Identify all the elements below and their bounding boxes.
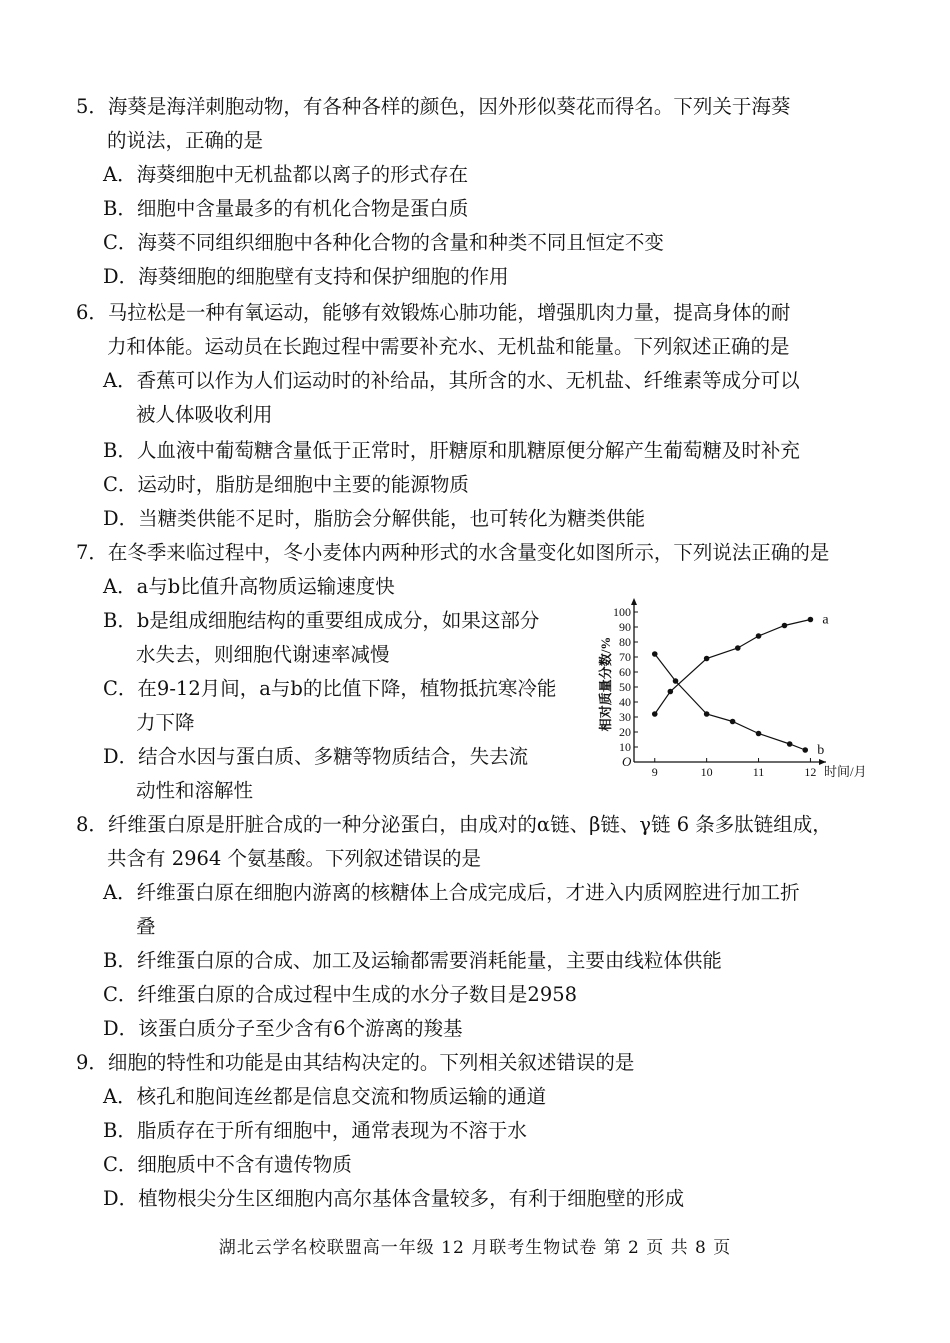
option-line: 力下降	[136, 711, 195, 734]
data-point-a	[756, 633, 762, 639]
data-point-b	[802, 747, 808, 753]
y-axis-arrow	[631, 598, 637, 605]
series-label-a: a	[822, 612, 829, 628]
option-line: D．该蛋白质分子至少含有6个游离的羧基	[103, 1017, 463, 1040]
question-line: 9．细胞的特性和功能是由其结构决定的。下列相关叙述错误的是	[76, 1051, 635, 1074]
series-label-b: b	[817, 743, 825, 758]
y-axis-label: 相对质量分数/%	[598, 636, 613, 732]
option-line: D．结合水因与蛋白质、多糖等物质结合，失去流	[103, 745, 529, 768]
option-line: 被人体吸收利用	[136, 403, 273, 426]
data-point-a	[704, 656, 710, 662]
option-line: C．在9-12月间，a与b的比值下降，植物抵抗寒冷能	[103, 677, 557, 700]
x-tick-label: 11	[752, 765, 765, 779]
question-line: 5．海葵是海洋刺胞动物，有各种各样的颜色，因外形似葵花而得名。下列关于海葵	[76, 95, 791, 118]
page-footer: 湖北云学名校联盟高一年级 12 月联考生物试卷 第 2 页 共 8 页	[218, 1238, 732, 1258]
y-tick-label: 10	[619, 740, 631, 754]
data-point-a	[652, 711, 658, 717]
y-tick-label: 60	[619, 665, 631, 679]
option-line: B．人血液中葡萄糖含量低于正常时，肝糖原和肌糖原便分解产生葡萄糖及时补充	[103, 439, 800, 462]
x-tick-label: 12	[804, 765, 817, 779]
y-tick-label: 40	[619, 695, 631, 709]
x-axis-label: 时间/月	[824, 764, 867, 779]
question-line: 共含有 2964 个氨基酸。下列叙述错误的是	[107, 847, 482, 870]
y-tick-label: 100	[613, 605, 631, 619]
data-point-b	[756, 731, 762, 737]
data-point-b	[730, 719, 736, 725]
x-tick-label: 10	[700, 765, 713, 779]
question-line: 8．纤维蛋白原是肝脏合成的一种分泌蛋白，由成对的α链、β链、γ链 6 条多肽链组成，	[76, 813, 832, 836]
data-point-b	[673, 678, 679, 684]
question-line: 力和体能。运动员在长跑过程中需要补充水、无机盐和能量。下列叙述正确的是	[107, 335, 790, 358]
series-line-a	[655, 620, 811, 715]
question-line: 7．在冬季来临过程中，冬小麦体内两种形式的水含量变化如图所示，下列说法正确的是	[76, 541, 830, 564]
series-line-b	[655, 654, 805, 750]
option-line: B．细胞中含量最多的有机化合物是蛋白质	[103, 197, 469, 220]
data-point-b	[652, 651, 658, 657]
data-point-b	[704, 711, 710, 717]
origin-label: O	[622, 754, 632, 769]
option-line: B．纤维蛋白原的合成、加工及运输都需要消耗能量，主要由线粒体供能	[103, 949, 722, 972]
y-tick-label: 70	[619, 650, 631, 664]
data-point-b	[787, 741, 793, 747]
y-tick-label: 30	[619, 710, 631, 724]
option-line: D．当糖类供能不足时，脂肪会分解供能，也可转化为糖类供能	[103, 507, 646, 530]
y-tick-label: 20	[619, 725, 631, 739]
option-line: C．纤维蛋白原的合成过程中生成的水分子数目是2958	[103, 983, 578, 1006]
option-line: A．a与b比值升高物质运输速度快	[103, 575, 395, 598]
option-line: 水失去，则细胞代谢速率减慢	[136, 643, 390, 666]
option-line: A．香蕉可以作为人们运动时的补给品，其所含的水、无机盐、纤维素等成分可以	[103, 369, 800, 392]
question-line: 6．马拉松是一种有氧运动，能够有效锻炼心肺功能，增强肌肉力量，提高身体的耐	[76, 301, 791, 324]
option-line: B．b是组成细胞结构的重要组成成分，如果这部分	[103, 609, 540, 632]
option-line: C．运动时，脂肪是细胞中主要的能源物质	[103, 473, 469, 496]
option-line: D．植物根尖分生区细胞内高尔基体含量较多，有利于细胞壁的形成	[103, 1187, 685, 1210]
data-point-a	[668, 689, 674, 695]
option-line: 动性和溶解性	[136, 779, 254, 802]
data-point-a	[735, 645, 741, 651]
y-tick-label: 90	[619, 620, 631, 634]
data-point-a	[808, 617, 814, 623]
data-point-a	[782, 623, 788, 629]
option-line: A．海葵细胞中无机盐都以离子的形式存在	[103, 163, 469, 186]
question-line: 的说法，正确的是	[107, 129, 264, 152]
option-line: C．海葵不同组织细胞中各种化合物的含量和种类不同且恒定不变	[103, 231, 664, 254]
option-line: A．核孔和胞间连丝都是信息交流和物质运输的通道	[103, 1085, 547, 1108]
y-tick-label: 80	[619, 635, 631, 649]
x-tick-label: 9	[651, 765, 658, 779]
y-tick-label: 50	[619, 680, 631, 694]
option-line: B．脂质存在于所有细胞中，通常表现为不溶于水	[103, 1119, 527, 1142]
option-line: C．细胞质中不含有遗传物质	[103, 1153, 352, 1176]
option-line: D．海葵细胞的细胞壁有支持和保护细胞的作用	[103, 265, 509, 288]
option-line: 叠	[136, 915, 156, 938]
option-line: A．纤维蛋白原在细胞内游离的核糖体上合成完成后，才进入内质网腔进行加工折	[103, 881, 800, 904]
water-content-chart	[594, 596, 894, 796]
